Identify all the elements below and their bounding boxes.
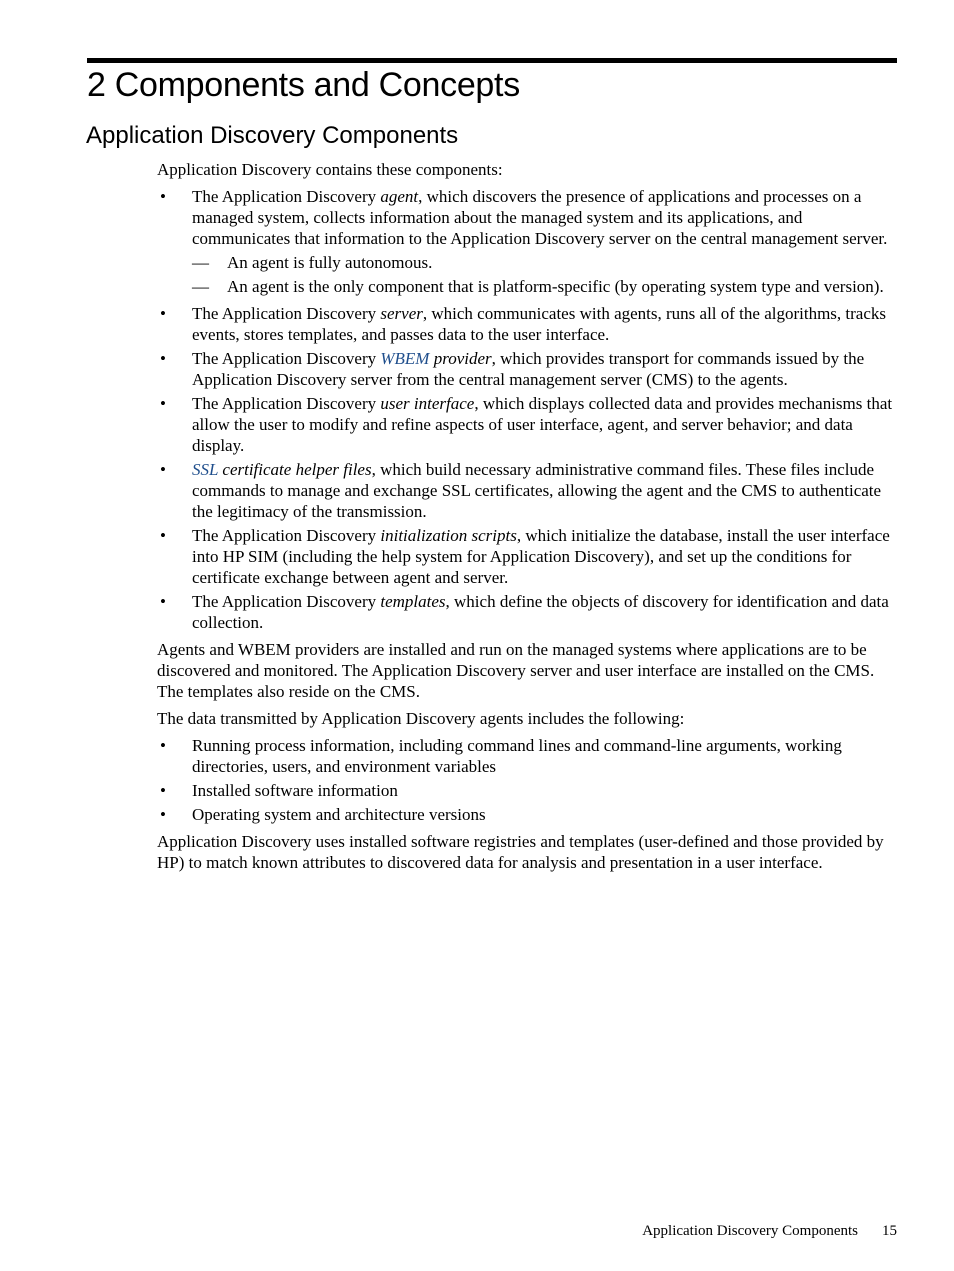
list-item <box>157 780 898 801</box>
bullet-glyph: • <box>160 187 166 206</box>
item-text: , which communicates with agents, runs all of the algorithms, tracks events, stores templates, and passes data to the user interface. <box>192 304 887 344</box>
data-items-list <box>157 735 898 825</box>
bullet-glyph: • <box>160 781 166 800</box>
dash-glyph: — <box>192 253 209 272</box>
item-prefix: The Application Discovery <box>192 592 381 611</box>
list-item-server <box>157 303 898 345</box>
list-item-user-interface <box>157 393 898 456</box>
list-item <box>157 735 898 777</box>
main-content <box>157 159 898 879</box>
dash-glyph: — <box>192 277 209 296</box>
item-text: , which initialize the database, install the user interface into HP SIM (including the help system for Application Discovery), and set up the conditions for certificate exchange between agent and server. <box>192 526 890 587</box>
term-certificate-helper-files: certificate helper files <box>218 460 372 479</box>
sub-item-text: An agent is fully autonomous. <box>227 253 433 272</box>
list-item-wbem-provider <box>157 348 898 390</box>
sub-list-item <box>192 276 898 297</box>
agent-notes-list <box>192 252 898 297</box>
sub-list-item <box>192 252 898 273</box>
bullet-glyph: • <box>160 304 166 323</box>
bullet-glyph: • <box>160 805 166 824</box>
final-paragraph: Application Discovery uses installed software registries and templates (user-defined and those provided by HP) to match known attributes to discovered data for analysis and presentation in a user interface. <box>157 832 884 872</box>
bullet-glyph: • <box>160 394 166 413</box>
term-agent: agent <box>380 187 419 206</box>
sub-item-text: An agent is the only component that is platform-specific (by operating system type and version). <box>227 277 884 296</box>
page-footer <box>642 1221 897 1241</box>
item-text: Installed software information <box>192 781 398 800</box>
intro-paragraph: Application Discovery contains these components: <box>157 160 503 179</box>
item-text: , which provides transport for commands issued by the Application Discovery server from the central management server (CMS) to the agents. <box>192 349 865 389</box>
bullet-glyph: • <box>160 460 166 479</box>
bullet-glyph: • <box>160 349 166 368</box>
list-item-ssl-helper-files <box>157 459 898 522</box>
ssl-link[interactable]: SSL <box>192 460 219 479</box>
item-prefix: The Application Discovery <box>192 304 381 323</box>
item-prefix: The Application Discovery <box>192 394 381 413</box>
chapter-title: 2 Components and Concepts <box>87 66 520 104</box>
list-item-templates <box>157 591 898 633</box>
components-list <box>157 186 898 633</box>
section-title: Application Discovery Components <box>86 122 459 149</box>
item-text: , which discovers the presence of applications and processes on a managed system, collects information about the managed system and its applications, and communicates that information to the Application Discovery server on the central management server. <box>192 187 888 248</box>
item-text: , which define the objects of discovery for identification and data collection. <box>192 592 889 632</box>
list-item <box>157 804 898 825</box>
item-text: Operating system and architecture versions <box>192 805 486 824</box>
bullet-glyph: • <box>160 592 166 611</box>
term-templates: templates <box>380 592 446 611</box>
bullet-glyph: • <box>160 736 166 755</box>
page-number: 15 <box>882 1223 897 1239</box>
bullet-glyph: • <box>160 526 166 545</box>
install-paragraph: Agents and WBEM providers are installed and run on the managed systems where applications are to be discovered and monitored. The Application Discovery server and user interface are installed on the CMS. The templates also reside on the CMS. <box>157 640 875 701</box>
term-server: server <box>380 304 423 323</box>
list-item-initialization-scripts <box>157 525 898 588</box>
data-intro-paragraph: The data transmitted by Application Discovery agents includes the following: <box>157 709 685 728</box>
wbem-link[interactable]: WBEM <box>380 349 430 368</box>
term-provider: provider <box>429 349 492 368</box>
item-prefix: The Application Discovery <box>192 187 381 206</box>
term-user-interface: user interface <box>380 394 475 413</box>
list-item-agent <box>157 186 898 297</box>
item-prefix: The Application Discovery <box>192 526 381 545</box>
item-prefix: The Application Discovery <box>192 349 381 368</box>
item-text: , which displays collected data and provides mechanisms that allow the user to modify and refine aspects of user interface, agent, and server behavior; and data display. <box>192 394 893 455</box>
term-initialization-scripts: initialization scripts <box>380 526 517 545</box>
item-text: Running process information, including command lines and command-line arguments, working directories, users, and environment variables <box>192 736 842 776</box>
item-text: , which build necessary administrative command files. These files include commands to manage and exchange SSL certificates, allowing the agent and the CMS to authenticate the legitimacy of the transmission. <box>192 460 882 521</box>
footer-section-title: Application Discovery Components <box>642 1223 858 1239</box>
